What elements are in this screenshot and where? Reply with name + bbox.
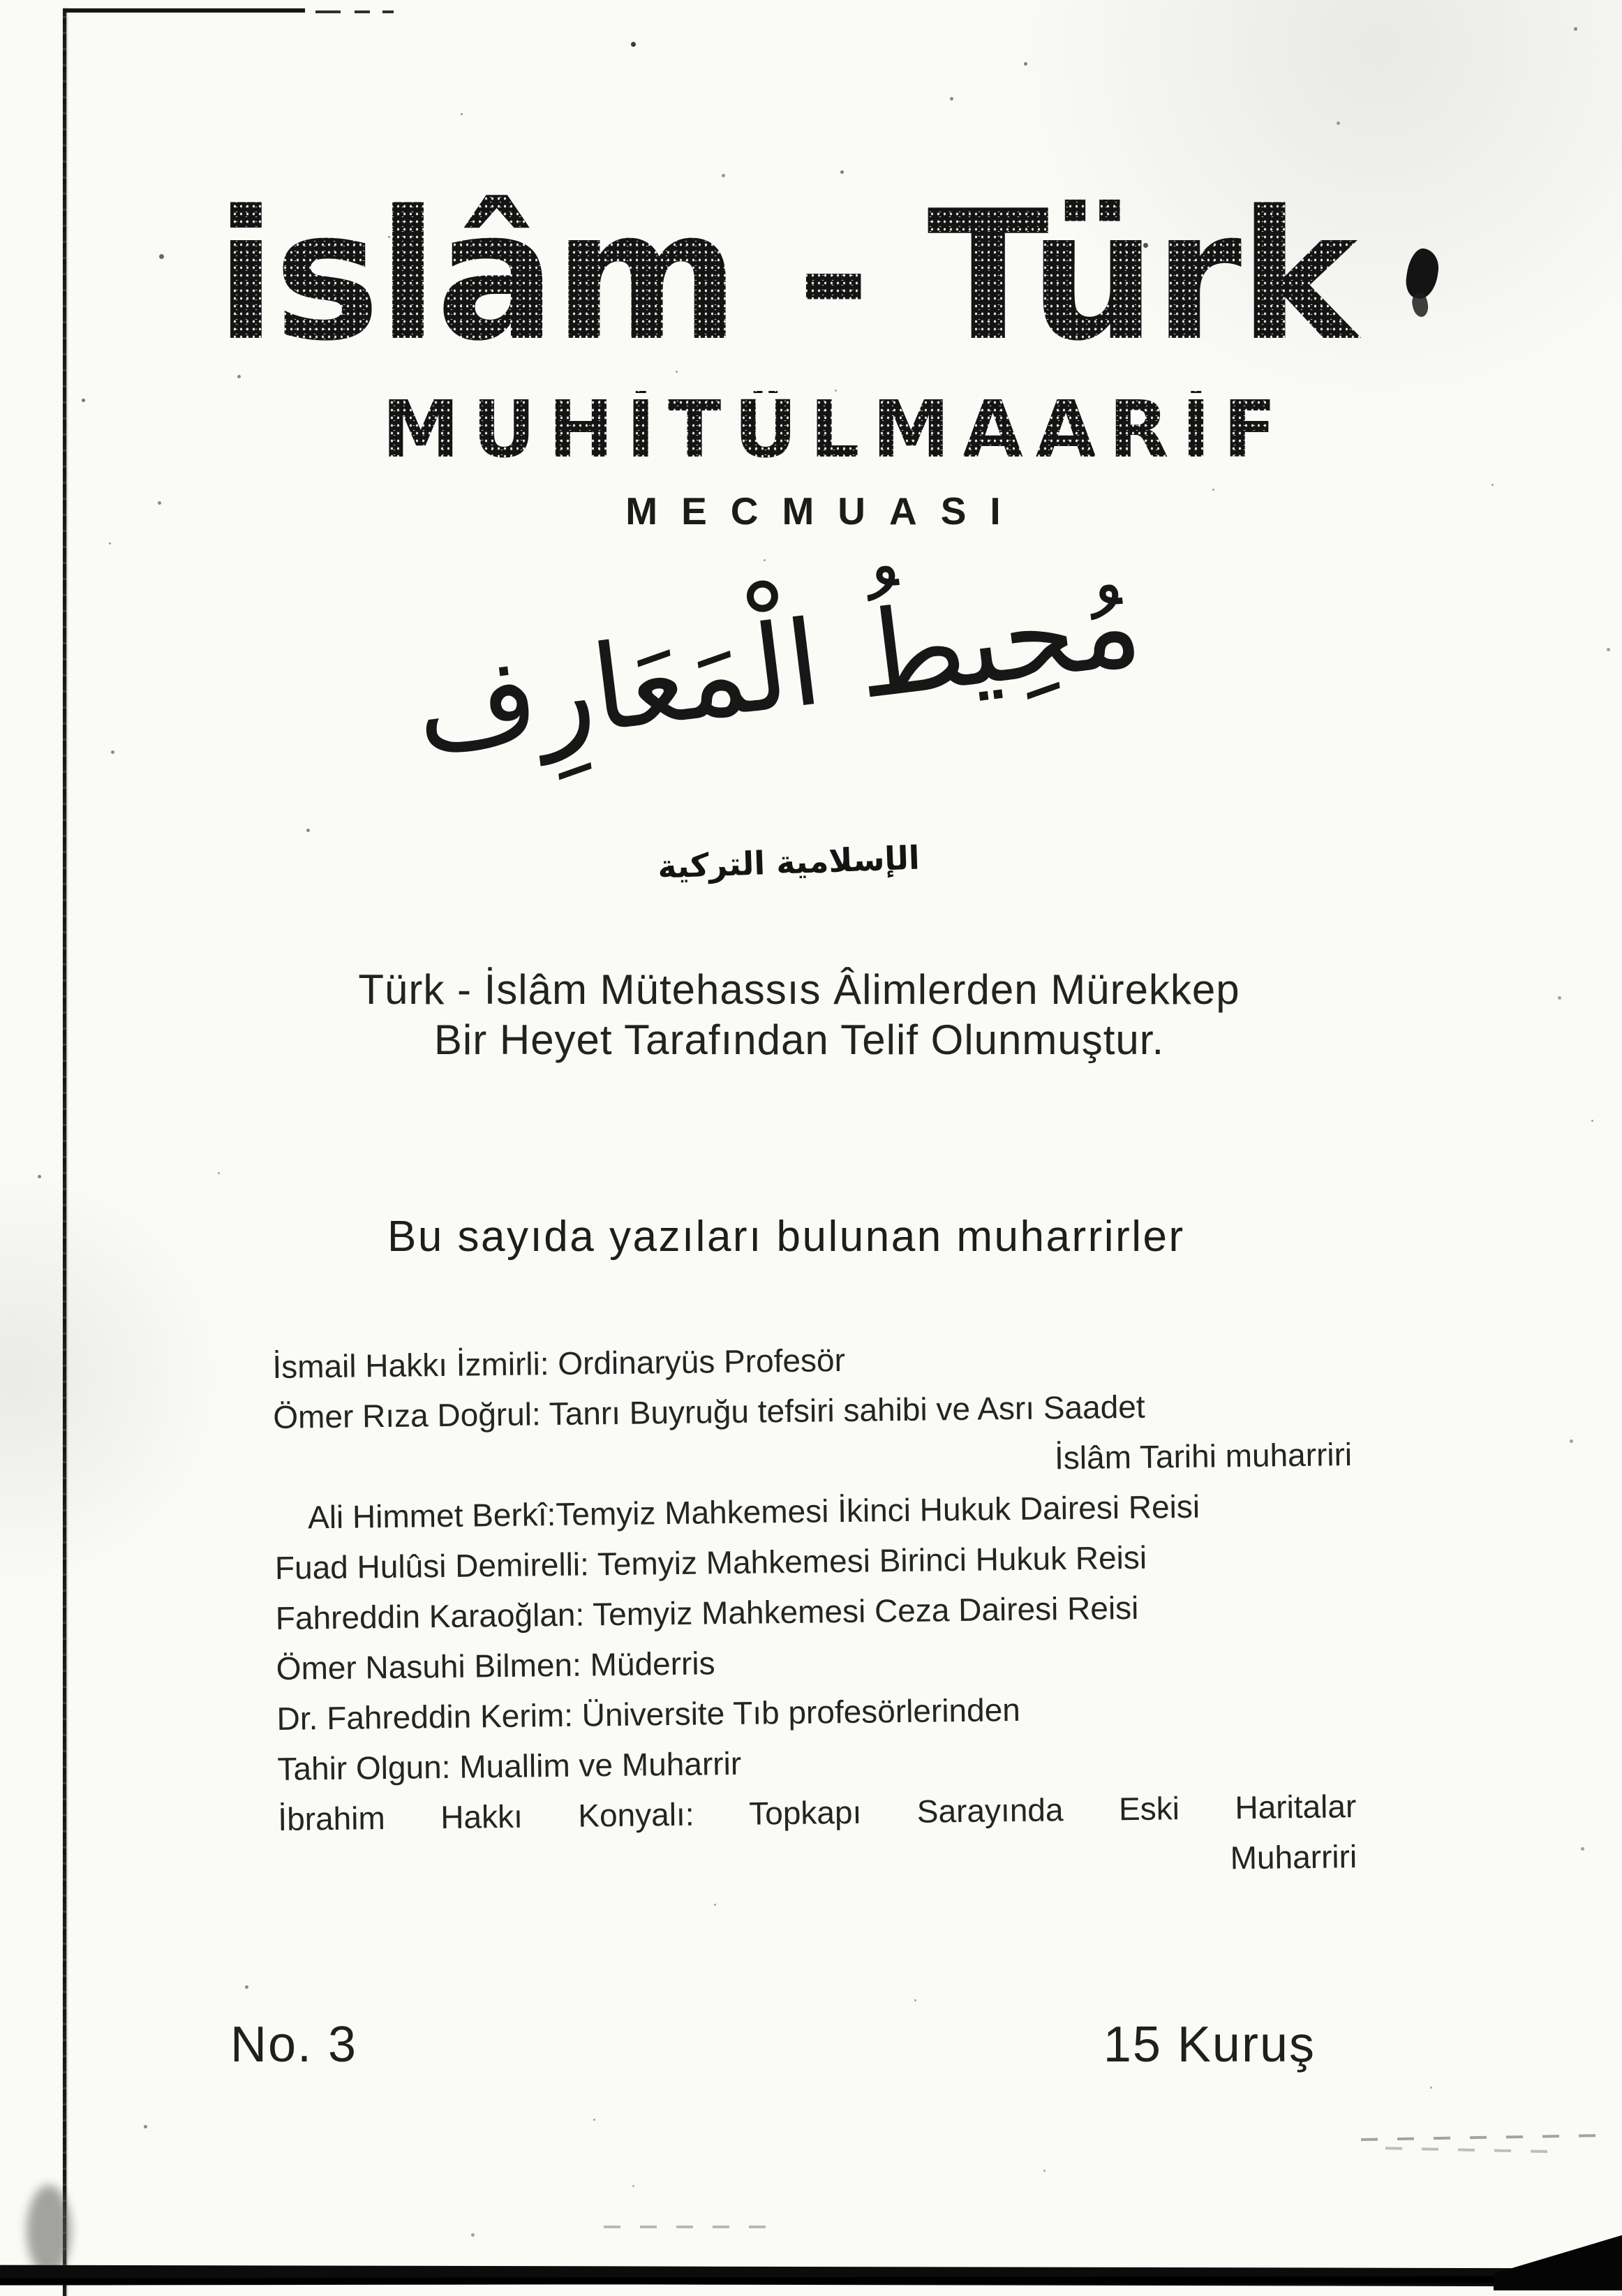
contributor-line: Dr. Fahreddin Kerim: Üniversite Tıb profesörlerinden	[276, 1691, 1021, 1737]
contributor-line: Fahreddin Karaoğlan: Temyiz Mahkemesi Ceza Dairesi Reisi	[275, 1589, 1139, 1636]
byline-line1: Türk - İslâm Mütehassıs Âlimlerden Mürekkep	[358, 966, 1240, 1013]
pencil-scribble	[1385, 2147, 1567, 2153]
contributor-line: Fuad Hulûsi Demirelli: Temyiz Mahkemesi Birinci Hukuk Reisi	[274, 1539, 1147, 1586]
scan-noise-dots	[0, 0, 2, 2]
issue-number: No. 3	[230, 2017, 358, 2073]
contributor-line: İsmail Hakkı İzmirli: Ordinaryüs Profesör	[272, 1341, 846, 1385]
contributor-line: Ömer Rıza Doğrul: Tanrı Buyruğu tefsiri sahibi ve Asrı Saadet	[273, 1388, 1145, 1435]
scan-top-dash	[382, 10, 394, 13]
contributor-list	[272, 1328, 1357, 1895]
scan-top-dash	[355, 10, 370, 13]
contributor-line: İbrahim Hakkı Konyalı: Topkapı Sarayında Eski Haritalar	[278, 1788, 1357, 1837]
contributor-line: Ömer Nasuhi Bilmen: Müderris	[276, 1645, 715, 1687]
contributor-line: Ali Himmet Berkî:Temyiz Mahkemesi İkinci Hukuk Dairesi Reisi	[307, 1488, 1200, 1536]
pencil-scribble	[604, 2225, 775, 2228]
byline	[0, 965, 1610, 1065]
price: 15 Kuruş	[1103, 2017, 1316, 2073]
contributor-line: İslâm Tarihi muharriri	[1054, 1436, 1353, 1476]
contributor-line: Tahir Olgun: Muallim ve Muharrir	[277, 1745, 742, 1787]
scan-smudge	[27, 2185, 71, 2276]
arabic-calligraphy-text: مُحِيطُ الْمَعَارِف	[408, 555, 1149, 780]
pencil-scribble	[1361, 2134, 1598, 2141]
contributor-line: Muharriri	[1230, 1838, 1357, 1876]
scan-top-dash	[315, 10, 341, 13]
masthead-title: islâm - Türk	[0, 187, 1596, 366]
footer-row	[230, 2016, 1316, 2073]
section-heading: Bu sayıda yazıları bulunan muharrirler	[387, 1213, 1185, 1261]
masthead-subtitle: MUHİTÜLMAARİF	[24, 391, 1622, 469]
masthead-series: MECMUASI	[625, 489, 1025, 533]
scan-bottom-corner-wedge	[1494, 2230, 1622, 2290]
scan-top-rule	[64, 8, 305, 13]
arabic-seal-text: الإسلامية التركية	[657, 838, 921, 886]
byline-line2: Bir Heyet Tarafından Telif Olunmuştur.	[433, 1016, 1165, 1063]
arabic-calligraphy-emblem	[0, 555, 1589, 838]
